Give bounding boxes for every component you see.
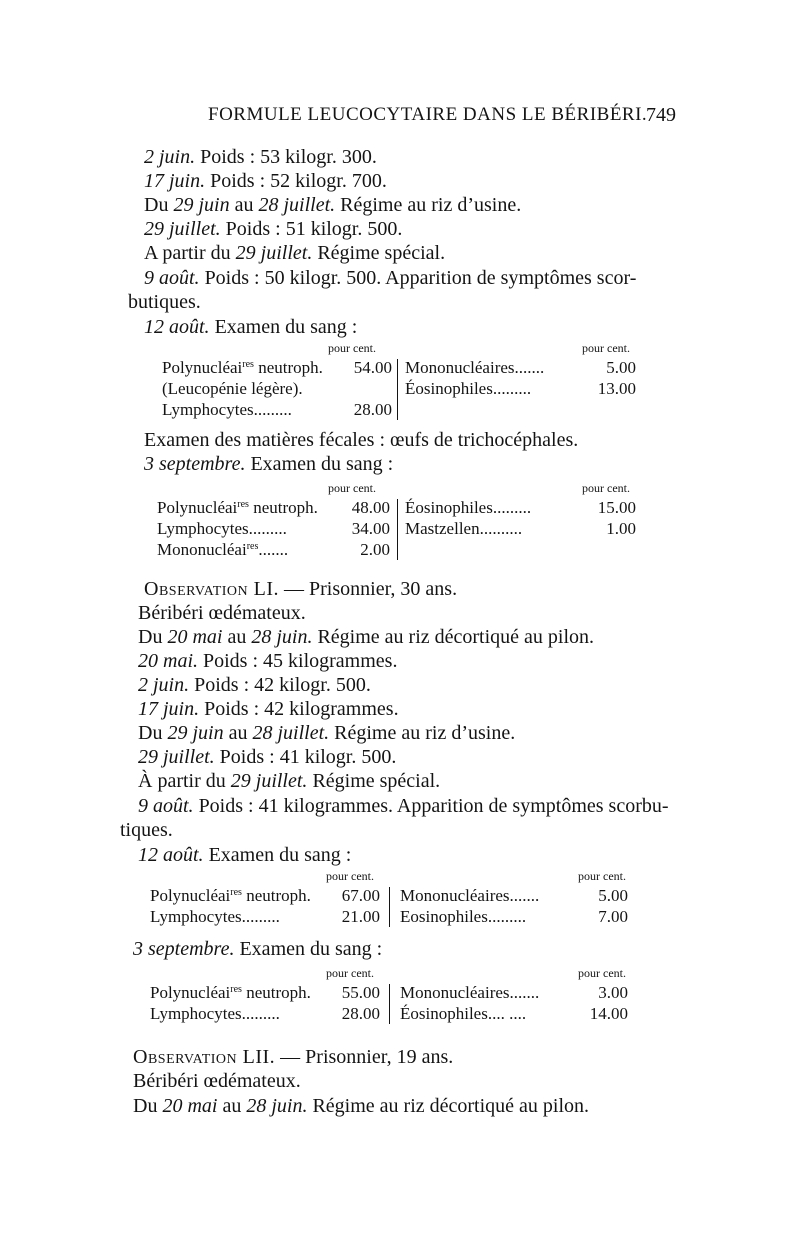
stat-value: 54.00	[353, 358, 392, 377]
line-text: Régime spécial.	[312, 242, 446, 264]
text-line	[133, 937, 382, 961]
text-line	[138, 673, 371, 697]
pour-cent-label: pour cent.	[326, 869, 374, 883]
blood-stat-row	[150, 906, 380, 927]
column-divider	[397, 499, 398, 560]
blood-stat-row	[400, 1003, 628, 1024]
stat-value: 48.00	[351, 498, 390, 517]
line-prefix: Du	[133, 1095, 163, 1117]
blood-stat-row	[150, 982, 380, 1003]
stat-label	[405, 378, 531, 399]
observation-heading-li	[144, 577, 457, 601]
text-line	[144, 169, 387, 193]
line-prefix: Du	[138, 626, 168, 648]
line-text: Poids : 45 kilogrammes.	[198, 650, 398, 672]
stat-superscript: res	[242, 359, 254, 370]
line-text: tiques.	[120, 819, 173, 841]
line-text: Poids : 41 kilogr. 500.	[214, 746, 397, 768]
blood-stat-row	[150, 1003, 380, 1024]
stat-label	[162, 357, 323, 378]
line-date: 29 juillet.	[235, 242, 313, 264]
blood-stat-row	[157, 539, 390, 560]
date-from: 29 juin	[173, 194, 230, 216]
line-prefix: Du	[138, 722, 168, 744]
line-date: 29 juillet.	[230, 770, 308, 792]
line-date: 2 juin.	[144, 146, 196, 168]
text-line	[120, 818, 173, 842]
stat-name: Polynucléai	[157, 498, 238, 517]
line-prefix: Du	[144, 194, 174, 216]
stat-label	[400, 906, 526, 927]
date-to: 28 juillet.	[258, 194, 336, 216]
running-header	[0, 104, 800, 134]
stat-name-suffix: neutroph.	[241, 983, 311, 1002]
line-date: 29 juillet.	[144, 218, 221, 240]
stat-label	[405, 518, 522, 539]
blood-stat-row	[157, 497, 390, 518]
line-text: Poids : 42 kilogrammes.	[199, 698, 399, 720]
line-text: Béribéri œdémateux.	[138, 602, 306, 624]
line-date: 9 août.	[138, 795, 194, 817]
stat-name: Éosinophiles.........	[405, 498, 532, 517]
text-line	[144, 315, 357, 339]
line-conjunction: au	[229, 194, 259, 216]
blood-stat-row	[157, 518, 390, 539]
line-date: 17 juin.	[138, 698, 200, 720]
pour-cent-label: pour cent.	[328, 341, 376, 355]
column-divider	[397, 359, 398, 420]
pour-cent-label: pour cent.	[328, 481, 376, 495]
text-line	[144, 145, 377, 169]
date-from: 20 mai	[162, 1095, 218, 1117]
line-conjunction: au	[223, 722, 253, 744]
stat-label	[150, 1003, 280, 1024]
line-text: Poids : 42 kilogr. 500.	[189, 674, 371, 696]
line-date: 12 août.	[144, 316, 210, 338]
stat-label	[405, 497, 531, 518]
line-text: Examen du sang :	[209, 316, 358, 338]
text-line	[144, 217, 402, 241]
stat-value: 7.00	[598, 907, 628, 926]
observation-details: — Prisonnier, 19 ans.	[275, 1046, 454, 1068]
stat-label	[400, 1003, 526, 1024]
line-text: Régime spécial.	[307, 770, 441, 792]
line-text: Béribéri œdémateux.	[133, 1070, 301, 1092]
stat-value: 5.00	[598, 886, 628, 905]
stat-name: Mononucléai	[157, 540, 247, 559]
stat-name: (Leucopénie légère).	[162, 379, 303, 398]
stat-superscript: res	[230, 984, 242, 995]
text-line	[144, 241, 445, 265]
stat-value: 5.00	[606, 358, 636, 377]
date-from: 20 mai	[167, 626, 223, 648]
stat-label	[400, 982, 539, 1003]
feces-line	[144, 428, 578, 452]
line-text: Poids : 51 kilogr. 500.	[220, 218, 403, 240]
line-date: 2 juin.	[138, 674, 190, 696]
text-line	[138, 843, 351, 867]
line-text: Examen du sang :	[203, 844, 352, 866]
stat-value: 34.00	[351, 519, 390, 538]
line-text: Examen du sang :	[245, 453, 394, 475]
line-prefix: A partir du	[144, 242, 236, 264]
stat-name-suffix: neutroph.	[248, 498, 318, 517]
stat-name: Lymphocytes.........	[150, 907, 280, 926]
pour-cent-label: pour cent.	[578, 869, 626, 883]
stat-label	[157, 497, 318, 518]
text-line	[138, 769, 440, 793]
line-text: Poids : 53 kilogr. 300.	[195, 146, 377, 168]
stat-name: Mastzellen..........	[405, 519, 523, 538]
text-line	[138, 745, 396, 769]
blood-stat-row	[405, 497, 636, 518]
text-line	[138, 721, 515, 745]
stat-value: 2.00	[360, 540, 390, 559]
stat-value: 28.00	[353, 400, 392, 419]
stat-label	[157, 518, 287, 539]
stat-name: Lymphocytes.........	[157, 519, 287, 538]
line-date: 17 juin.	[144, 170, 206, 192]
line-text: Examen du sang :	[234, 938, 383, 960]
stat-label	[162, 399, 292, 420]
text-line	[138, 649, 397, 673]
line-text: Poids : 41 kilogrammes. Apparition de symptômes scorbu-	[193, 795, 669, 817]
stat-name: Éosinophiles.... ....	[400, 1004, 527, 1023]
blood-stat-row	[162, 357, 392, 378]
observation-details: — Prisonnier, 30 ans.	[279, 578, 458, 600]
stat-name: Mononucléaires.......	[400, 983, 540, 1002]
stat-name-suffix: neutroph.	[253, 358, 323, 377]
stat-value: 67.00	[341, 886, 380, 905]
blood-stat-row	[400, 906, 628, 927]
blood-stat-row	[150, 885, 380, 906]
stat-name: Polynucléai	[162, 358, 243, 377]
text-line	[144, 266, 636, 290]
line-date: 12 août.	[138, 844, 204, 866]
line-text: Régime au riz décortiqué au pilon.	[307, 1095, 590, 1117]
line-text: butiques.	[128, 291, 201, 313]
line-date: 3 septembre.	[133, 938, 235, 960]
text-line	[128, 290, 201, 314]
date-to: 28 juillet.	[252, 722, 330, 744]
stat-name: Lymphocytes.........	[150, 1004, 280, 1023]
line-conjunction: au	[217, 1095, 247, 1117]
pour-cent-label: pour cent.	[582, 341, 630, 355]
stat-value: 15.00	[597, 498, 636, 517]
date-from: 29 juin	[167, 722, 224, 744]
line-prefix: À partir du	[138, 770, 231, 792]
blood-stat-row	[400, 982, 628, 1003]
column-divider	[389, 984, 390, 1024]
text-line	[138, 697, 399, 721]
date-to: 28 juin.	[251, 626, 313, 648]
stat-label	[157, 539, 288, 560]
line-text: Poids : 52 kilogr. 700.	[205, 170, 387, 192]
observation-heading-lii	[133, 1045, 453, 1069]
stat-value: 13.00	[597, 379, 636, 398]
running-title: FORMULE LEUCOCYTAIRE DANS LE BÉRIBÉRI.	[208, 104, 648, 125]
stat-value: 21.00	[341, 907, 380, 926]
stat-value: 14.00	[589, 1004, 628, 1023]
stat-value: 28.00	[341, 1004, 380, 1023]
stat-name: Éosinophiles.........	[405, 379, 532, 398]
date-to: 28 juin.	[246, 1095, 308, 1117]
line-text: Régime au riz d’usine.	[329, 722, 516, 744]
pour-cent-label: pour cent.	[326, 966, 374, 980]
text-line	[138, 794, 669, 818]
page-number: 749	[646, 104, 676, 126]
blood-stat-row	[162, 378, 392, 399]
stat-name: Polynucléai	[150, 886, 231, 905]
blood-stat-row	[405, 357, 636, 378]
line-date: 9 août.	[144, 267, 200, 289]
text-line	[144, 193, 521, 217]
observation-label: Observation LII.	[133, 1046, 276, 1068]
stat-superscript: res	[230, 887, 242, 898]
blood-stat-row	[400, 885, 628, 906]
stat-label	[162, 378, 303, 399]
stat-name: Mononucléaires.......	[400, 886, 540, 905]
stat-name: Eosinophiles.........	[400, 907, 527, 926]
stat-superscript: res	[237, 499, 249, 510]
line-date: 29 juillet.	[138, 746, 215, 768]
line-text: Examen des matières fécales : œufs de trichocéphales.	[144, 429, 579, 451]
stat-superscript: res	[246, 541, 259, 552]
stat-value: 1.00	[606, 519, 636, 538]
text-line	[133, 1094, 589, 1118]
line-date: 3 septembre.	[144, 453, 246, 475]
text-line	[133, 1069, 301, 1093]
pour-cent-label: pour cent.	[582, 481, 630, 495]
stat-value: 55.00	[341, 983, 380, 1002]
text-line	[144, 452, 393, 476]
stat-name: Mononucléaires.......	[405, 358, 545, 377]
observation-label: Observation LI.	[144, 578, 280, 600]
line-date: 20 mai.	[138, 650, 198, 672]
line-text: Poids : 50 kilogr. 500. Apparition de symptômes scor-	[199, 267, 637, 289]
stat-label	[400, 885, 539, 906]
line-conjunction: au	[222, 626, 252, 648]
stat-name: Polynucléai	[150, 983, 231, 1002]
stat-name: Lymphocytes.........	[162, 400, 292, 419]
pour-cent-label: pour cent.	[578, 966, 626, 980]
stat-name-suffix: .......	[258, 540, 289, 559]
stat-label	[405, 357, 544, 378]
line-text: Régime au riz décortiqué au pilon.	[312, 626, 595, 648]
stat-value: 3.00	[598, 983, 628, 1002]
stat-label	[150, 885, 311, 906]
column-divider	[389, 887, 390, 927]
stat-name-suffix: neutroph.	[241, 886, 311, 905]
blood-stat-row	[405, 518, 636, 539]
stat-label	[150, 982, 311, 1003]
blood-stat-row	[405, 378, 636, 399]
stat-label	[150, 906, 280, 927]
line-text: Régime au riz d’usine.	[335, 194, 522, 216]
text-line	[138, 601, 306, 625]
blood-stat-row	[162, 399, 392, 420]
text-line	[138, 625, 594, 649]
